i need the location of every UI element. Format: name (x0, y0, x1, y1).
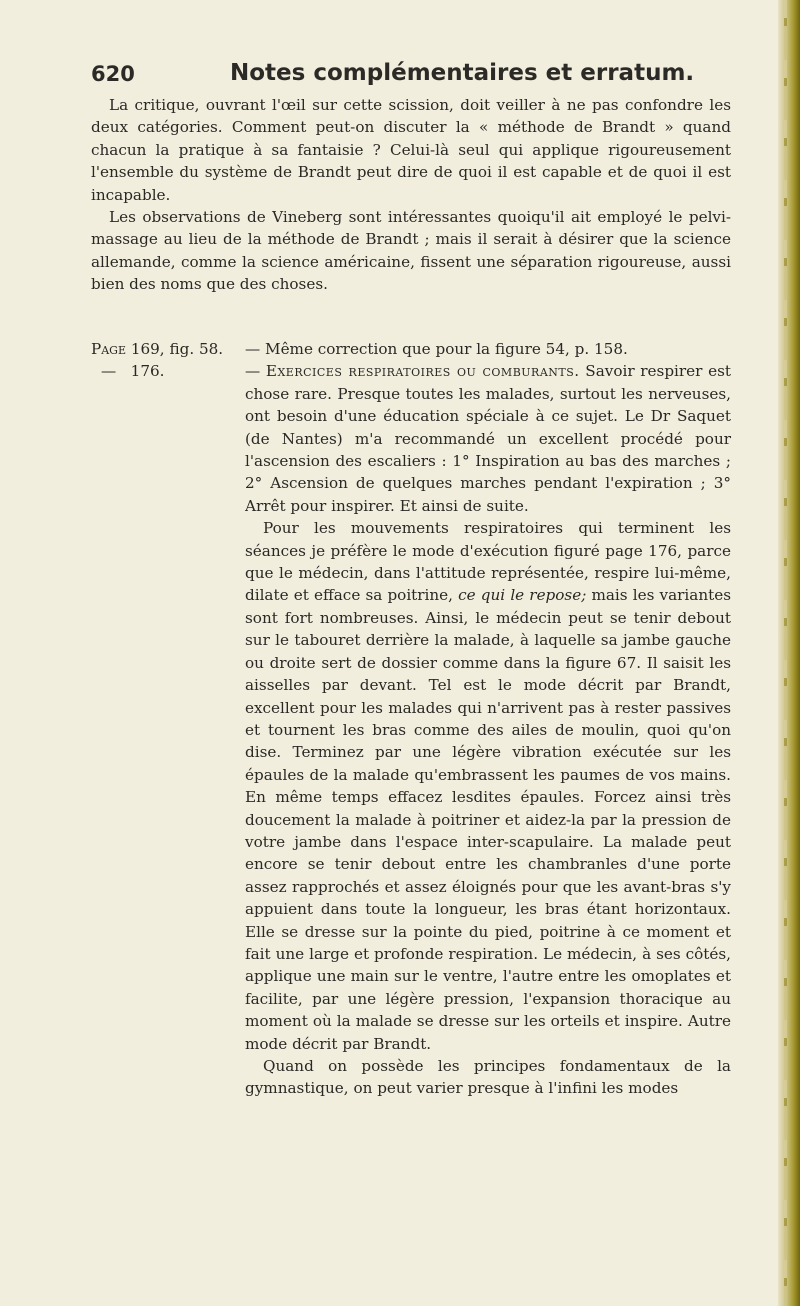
page-number: 620 (91, 62, 135, 86)
paragraph-text: mais les variantes sont fort nombreuses. Ainsi, le médecin peut se tenir debout sur le tabouret derrière la malade, à laquelle sa jambe gauche ou droite sert de dossier comme dans la figure 67. Il saisit les aisselles par devant. Tel est le mode décrit par Brandt, excellent pour les malades qui n'arrivent pas à rester passives et tournent les bras comme des ailes de moulin, quoi qu'on dise. Terminez par une légère vibration exécutée sur les épaules de la malade qu'embrassent les paumes de vos mains. En même temps effacez lesdites épaules. Forcez ainsi très doucement la malade à poitriner et aidez-la par la pression de votre jambe dans l'espace inter-scapulaire. La malade peut encore se tenir debout entre les chambranles d'une porte assez rapprochés et assez éloignés pour que les avant-bras s'y appuient dans toute la longueur, les bras étant horizontaux. Elle se dresse sur la pointe du pied, poitrine à ce moment et fait une large et profonde respiration. Le médecin, à ses côtés, applique une main sur le ventre, l'autre entre les omoplates et facilite, par une légère pression, l'expansion thoracique au moment où la malade se dresse sur les orteils et inspire. Autre mode décrit par Brandt. (245, 586, 732, 1053)
page-ref: 176. (130, 362, 165, 381)
figure-ref: fig. 58. (169, 340, 224, 358)
dash: — (245, 362, 261, 381)
note-label (91, 338, 223, 360)
note-entry (91, 360, 731, 1099)
intro-section (91, 94, 731, 296)
dash: — (245, 340, 261, 358)
page-edge-stain (778, 0, 800, 1306)
note-correction: Même correction que pour la figure 54, p. 158. (265, 340, 628, 358)
intro-paragraph: La critique, ouvrant l'œil sur cette scission, doit veiller à ne pas confondre les deux catégories. Comment peut-on discuter la « méthode de Brandt » quand chacun la pratique à sa fantaisie ? Celui-là seul qui applique rigoureusement l'ensemble du système de Brandt peut dire de quoi il est capable et de quoi il est incapable. (91, 96, 731, 204)
italic-phrase: ce qui le repose; (458, 586, 587, 605)
note-text (245, 338, 731, 360)
paragraph-text: Savoir respirer est chose rare. Presque toutes les malades, surtout les nerveuses, ont besoin d'une éducation spéciale à ce sujet. Le Dr Saquet (de Nantes) m'a recommandé un excellent procédé pour l'ascension des escaliers : 1° Inspiration au bas des marches ; 2° Ascension de quelques marches pendant l'expiration ; 3° Arrêt pour inspirer. Et ainsi de suite. (245, 362, 731, 515)
notes-list (91, 338, 731, 1100)
note-paragraph (245, 360, 731, 517)
note-entry (91, 338, 731, 360)
section-heading: Exercices respiratoires ou comburants. (265, 362, 580, 381)
note-paragraph (245, 517, 731, 1055)
note-paragraph: Quand on possède les principes fondamentaux de la gymnastique, on peut varier presque à l'infini les modes (245, 1057, 731, 1098)
page-ref: 169, (130, 340, 165, 358)
dash: — (101, 362, 117, 381)
page-word: Page (91, 340, 126, 358)
paragraph-text: Pour les mouvements respiratoires qui terminent les séances je préfère le mode d'exécution figuré page 176, parce que le médecin, dans l'attitude représentée, respire lui-même, dilate et efface sa poitrine, (245, 519, 731, 605)
note-label (101, 360, 165, 382)
intro-paragraph: Les observations de Vineberg sont intéressantes quoiqu'il ait employé le pelvi-massage au lieu de la méthode de Brandt ; mais il serait à désirer que la science allemande, comme la science américaine, fissent une séparation rigoureuse, aussi bien des noms que des choses. (91, 208, 731, 294)
running-title: Notes complémentaires et erratum. (230, 60, 695, 86)
